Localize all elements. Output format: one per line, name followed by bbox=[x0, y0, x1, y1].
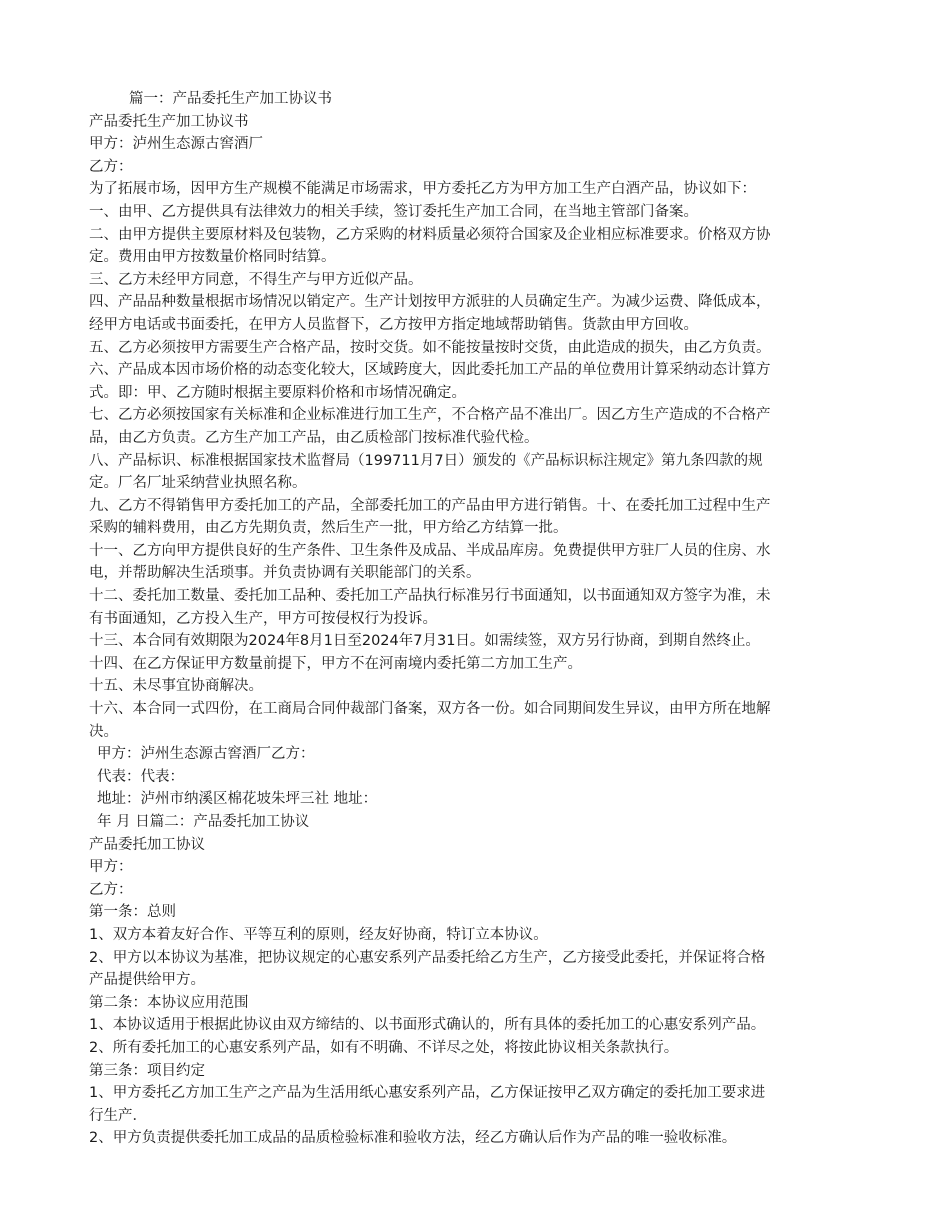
party-b: 乙方： bbox=[89, 158, 133, 175]
clause-line: 三、乙方未经甲方同意，不得生产与甲方近似产品。 bbox=[89, 271, 423, 288]
party-a-2: 甲方： bbox=[89, 859, 133, 876]
clause-line: 六、产品成本因市场价格的动态变化较大，区域跨度大，因此委托加工产品的单位费用计算采纳动态计算方 bbox=[89, 362, 771, 379]
clause-line: 二、由甲方提供主要原材料及包装物，乙方采购的材料质量必须符合国家及企业相应标准要求。价格双方协 bbox=[89, 226, 771, 243]
clause-line: 十一、乙方向甲方提供良好的生产条件、卫生条件及成品、半成品库房。免费提供甲方驻厂人员的住房、水 bbox=[89, 542, 771, 559]
article-line: 2、甲方以本协议为基准，把协议规定的心惠安系列产品委托给乙方生产，乙方接受此委托，并保证将合格 bbox=[89, 949, 766, 966]
article-line: 2、甲方负责提供委托加工成品的品质检验标准和验收方法，经乙方确认后作为产品的唯一验收标准。 bbox=[89, 1130, 737, 1147]
clause-line: 经甲方电话或书面委托，在甲方人员监督下，乙方按甲方指定地域帮助销售。货款由甲方回收。 bbox=[89, 316, 698, 333]
clause-line: 定。费用由甲方按数量价格同时结算。 bbox=[89, 249, 336, 266]
clause-line: 十三、本合同有效期限为2024年8月1日至2024年7月31日。如需续签，双方另行协商，到期自然终止。 bbox=[89, 633, 760, 650]
article-heading: 第一条：总则 bbox=[89, 904, 176, 921]
clause-line: 十六、本合同一式四份，在工商局合同仲裁部门备案，双方各一份。如合同期间发生异议，由甲方所在地解 bbox=[89, 701, 771, 718]
clause-line: 一、由甲、乙方提供具有法律效力的相关手续，签订委托生产加工合同，在当地主管部门备案。 bbox=[89, 203, 698, 220]
section-heading: 篇一：产品委托生产加工协议书 bbox=[129, 91, 332, 107]
clause-line: 式。即：甲、乙方随时根据主要原料价格和市场情况确定。 bbox=[89, 384, 466, 401]
article-line: 1、本协议适用于根据此协议由双方缔结的、以书面形式确认的，所有具体的委托加工的心惠安系列产品。 bbox=[89, 1017, 766, 1034]
clause-line: 决。 bbox=[89, 723, 118, 740]
document-title: 产品委托生产加工协议书 bbox=[89, 113, 249, 130]
clause-line: 十二、委托加工数量、委托加工品种、委托加工产品执行标准另行书面通知，以书面通知双方签字为准，未 bbox=[89, 588, 771, 605]
party-b-2: 乙方： bbox=[89, 881, 133, 898]
party-a: 甲方：泸州生态源古窖酒厂 bbox=[89, 136, 263, 153]
signature-date: 年 月 日篇二：产品委托加工协议 bbox=[97, 814, 310, 830]
article-heading: 第二条：本协议应用范围 bbox=[89, 994, 249, 1011]
article-line: 产品提供给甲方。 bbox=[89, 972, 205, 989]
clause-line: 五、乙方必须按甲方需要生产合格产品，按时交货。如不能按量按时交货，由此造成的损失，由乙方负责。 bbox=[89, 339, 771, 356]
article-line: 2、所有委托加工的心惠安系列产品，如有不明确、不详尽之处，将按此协议相关条款执行。 bbox=[89, 1039, 679, 1056]
clause-line: 有书面通知，乙方投入生产，甲方可按侵权行为投诉。 bbox=[89, 610, 437, 627]
article-line: 行生产． bbox=[89, 1107, 147, 1124]
preamble: 为了拓展市场，因甲方生产规模不能满足市场需求，甲方委托乙方为甲方加工生产白酒产品，协议如下： bbox=[89, 181, 756, 198]
clause-line: 采购的辅料费用，由乙方先期负责，然后生产一批，甲方给乙方结算一批。 bbox=[89, 520, 568, 537]
document-body bbox=[89, 88, 864, 1150]
clause-line: 四、产品品种数量根据市场情况以销定产。生产计划按甲方派驻的人员确定生产。为减少运费、降低成本， bbox=[89, 294, 771, 311]
clause-line: 八、产品标识、标准根据国家技术监督局（199711月7日）颁发的《产品标识标注规定》第九条四款的规 bbox=[89, 452, 763, 469]
clause-line: 七、乙方必须按国家有关标准和企业标准进行加工生产，不合格产品不准出厂。因乙方生产造成的不合格产 bbox=[89, 407, 771, 424]
clause-line: 十四、在乙方保证甲方数量前提下，甲方不在河南境内委托第二方加工生产。 bbox=[89, 655, 582, 672]
article-line: 1、甲方委托乙方加工生产之产品为生活用纸心惠安系列产品，乙方保证按甲乙双方确定的委托加工要求进 bbox=[89, 1085, 766, 1102]
article-heading: 第三条：项目约定 bbox=[89, 1062, 205, 1079]
document-title-2: 产品委托加工协议 bbox=[89, 836, 205, 853]
article-line: 1、双方本着友好合作、平等互利的原则，经友好协商，特订立本协议。 bbox=[89, 926, 548, 943]
signature-addresses: 地址：泸州市纳溪区棉花坡朱坪三社 地址： bbox=[97, 791, 378, 808]
clause-line: 电，并帮助解决生活琐事。并负责协调有关职能部门的关系。 bbox=[89, 565, 481, 582]
clause-line: 十五、未尽事宜协商解决。 bbox=[89, 678, 263, 695]
signature-parties: 甲方：泸州生态源古窖酒厂乙方： bbox=[97, 746, 315, 763]
clause-line: 定。厂名厂址采纳营业执照名称。 bbox=[89, 475, 307, 492]
clause-line: 九、乙方不得销售甲方委托加工的产品，全部委托加工的产品由甲方进行销售。十、在委托加工过程中生产 bbox=[89, 497, 771, 514]
signature-representatives: 代表：代表： bbox=[97, 768, 184, 785]
clause-line: 品，由乙方负责。乙方生产加工产品，由乙质检部门按标准代验代检。 bbox=[89, 429, 539, 446]
